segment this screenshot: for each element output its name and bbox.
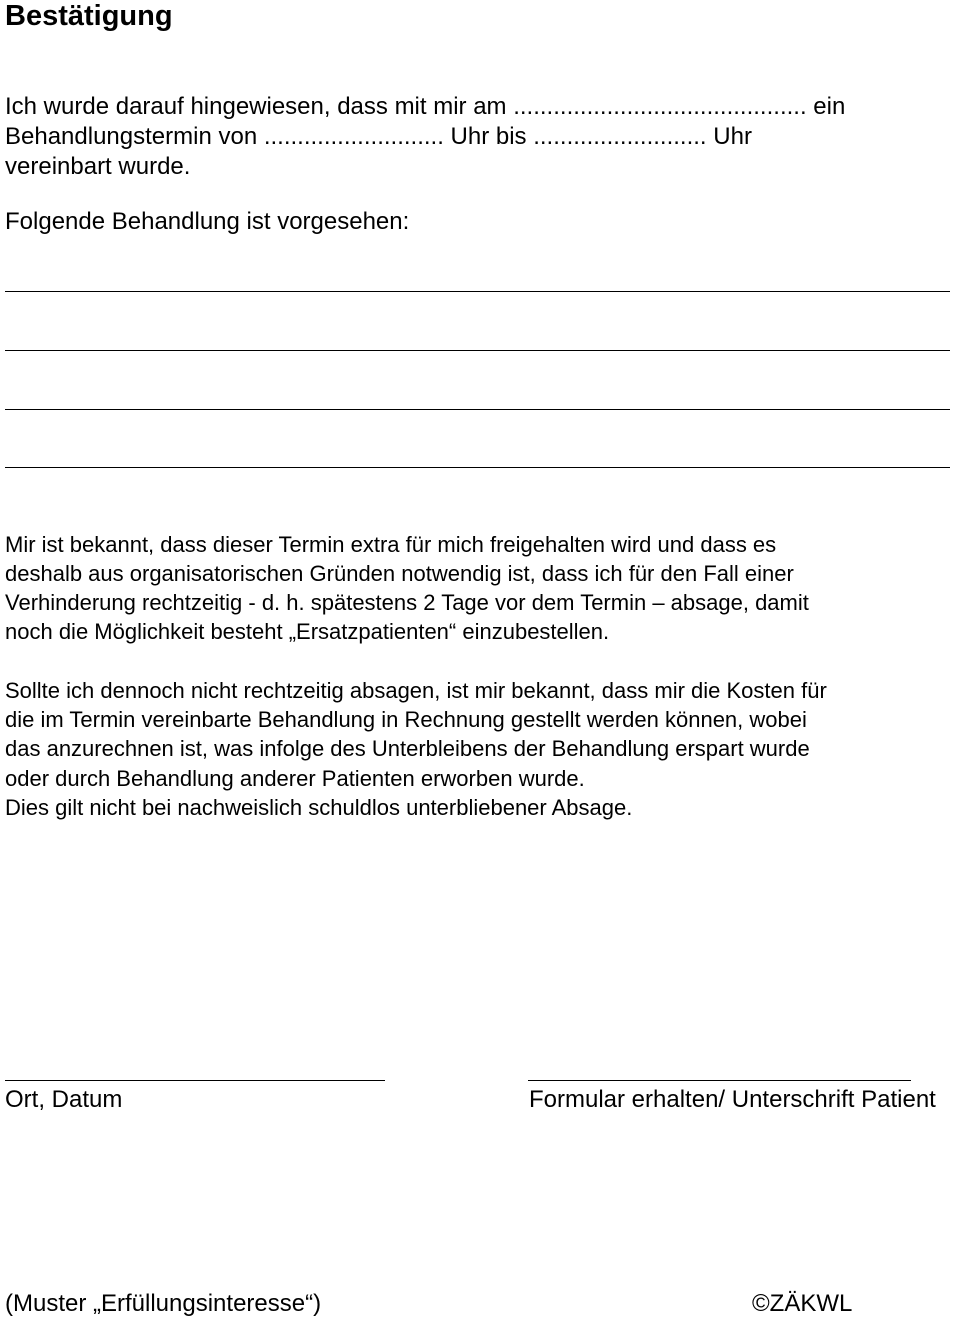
place-date-label: Ort, Datum xyxy=(5,1086,123,1113)
appointment-paragraph xyxy=(5,92,845,182)
appointment-line-1: Ich wurde darauf hingewiesen, dass mit mir am ............................................ ein xyxy=(5,93,846,120)
costs-line-1: Sollte ich dennoch nicht rechtzeitig absagen, ist mir bekannt, dass mir die Kosten für xyxy=(5,678,827,703)
treatment-line-4[interactable] xyxy=(5,467,950,468)
document-title: Bestätigung xyxy=(5,0,173,32)
notice-line-1: Mir ist bekannt, dass dieser Termin extra für mich freigehalten wird und dass es xyxy=(5,532,777,557)
treatment-line-2[interactable] xyxy=(5,350,950,351)
footer-copyright: ©ZÄKWL xyxy=(752,1290,853,1317)
footer-template-note: (Muster „Erfüllungsinteresse“) xyxy=(5,1290,322,1317)
costs-line-5: Dies gilt nicht bei nachweislich schuldlos unterbliebener Absage. xyxy=(5,794,633,820)
place-date-signature-line[interactable] xyxy=(5,1080,385,1081)
costs-line-2: die im Termin vereinbarte Behandlung in Rechnung gestellt werden können, wobei xyxy=(5,707,807,733)
patient-signature-label: Formular erhalten/ Unterschrift Patient xyxy=(529,1086,936,1113)
patient-signature-line[interactable] xyxy=(528,1080,911,1081)
treatment-line-1[interactable] xyxy=(5,291,950,292)
notice-line-3: Verhinderung rechtzeitig - d. h. spätestens 2 Tage vor dem Termin – absage, damit xyxy=(5,590,809,615)
costs-line-4: oder durch Behandlung anderer Patienten erworben wurde. xyxy=(5,765,585,791)
notice-line-2: deshalb aus organisatorischen Gründen notwendig ist, dass ich für den Fall einer xyxy=(5,561,794,586)
appointment-line-2: Behandlungstermin von ........................... Uhr bis .......................... Uhr xyxy=(5,123,752,150)
treatment-line-3[interactable] xyxy=(5,409,950,410)
costs-line-3: das anzurechnen ist, was infolge des Unterbleibens der Behandlung erspart wurde xyxy=(5,736,810,762)
notice-paragraph xyxy=(5,530,809,646)
notice-line-4: noch die Möglichkeit besteht „Ersatzpatienten“ einzubestellen. xyxy=(5,619,610,644)
appointment-line-3: vereinbart wurde. xyxy=(5,153,191,180)
costs-paragraph xyxy=(5,676,827,822)
treatment-label: Folgende Behandlung ist vorgesehen: xyxy=(5,208,410,235)
